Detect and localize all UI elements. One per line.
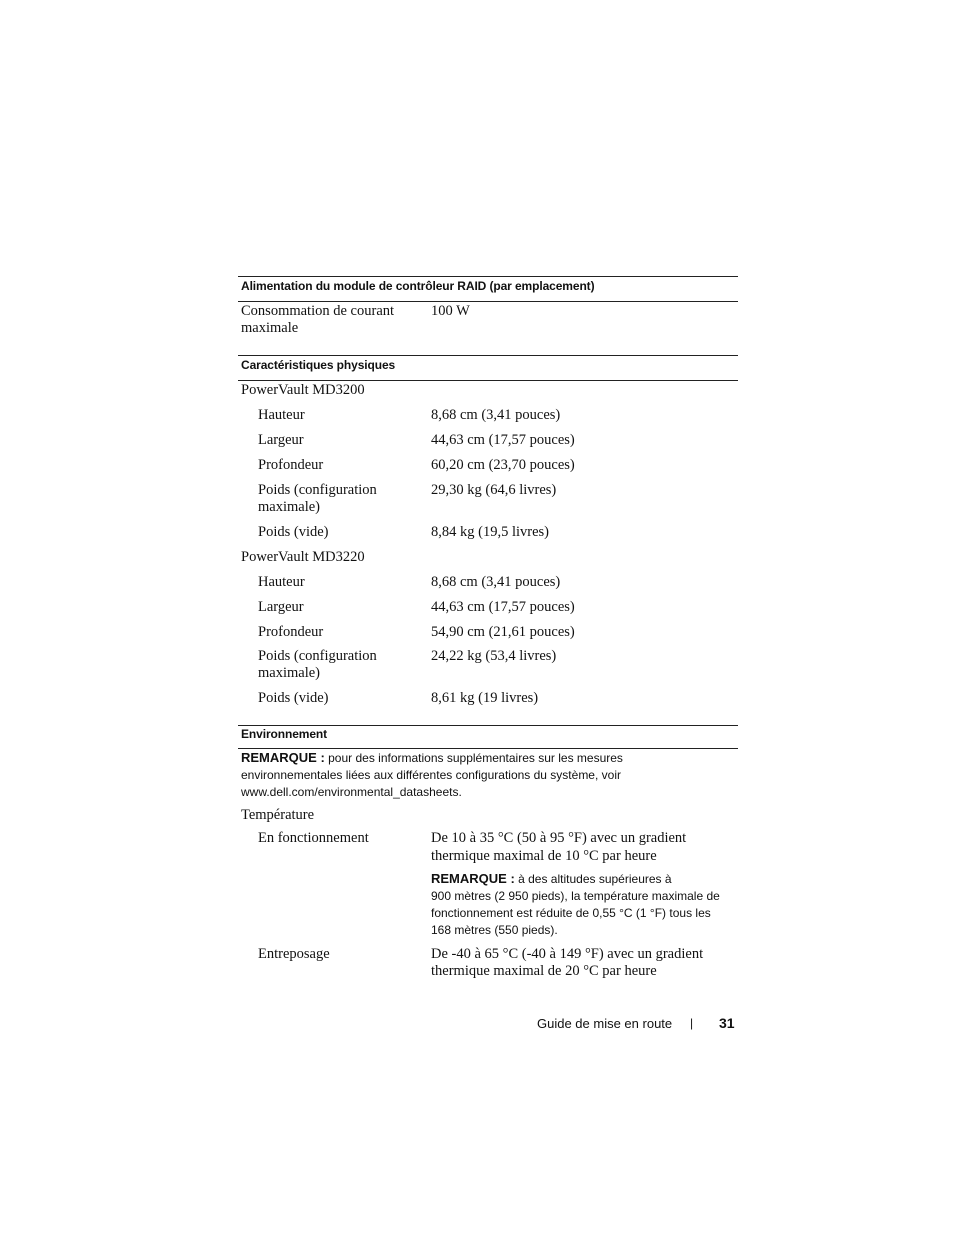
md3220-weight-max-value: 24,22 kg (53,4 livres) (431, 648, 557, 664)
md3200-depth-label: Profondeur (258, 457, 324, 473)
md3220-height-label: Hauteur (258, 574, 305, 590)
md3220-depth-value: 54,90 cm (21,61 pouces) (431, 624, 575, 640)
page-number: 31 (719, 1015, 735, 1031)
operating-label: En fonctionnement (258, 830, 369, 846)
model-md3200-name: PowerVault MD3200 (241, 382, 365, 398)
note-end: . (458, 785, 462, 799)
md3200-weight-max-value: 29,30 kg (64,6 livres) (431, 482, 557, 498)
environment-note-line1 (241, 749, 738, 767)
altitude-note-line1 (431, 870, 738, 888)
rule-top-power (238, 276, 738, 277)
power-label-line2: maximale (241, 320, 299, 336)
datasheets-link[interactable]: www.dell.com/environmental_datasheets (241, 785, 459, 799)
md3220-weight-max-label-line2: maximale) (258, 665, 321, 681)
operating-value-line1: De 10 à 35 °C (50 à 95 °F) avec un gradient (431, 830, 687, 846)
altitude-note-line3: fonctionnement est réduite de 0,55 °C (1 °F) tous les (431, 906, 711, 920)
altitude-note (431, 870, 738, 939)
storage-value-line1: De -40 à 65 °C (-40 à 149 °F) avec un gradient (431, 946, 704, 962)
md3220-weight-max-label-line1: Poids (configuration (258, 648, 377, 664)
altitude-note-label: REMARQUE : (431, 871, 515, 886)
rule-top-environment (238, 725, 738, 726)
altitude-note-line2: 900 mètres (2 950 pieds), la température maximale de (431, 889, 720, 903)
note-label: REMARQUE : (241, 750, 325, 765)
md3220-depth-label: Profondeur (258, 624, 324, 640)
altitude-note-line4: 168 mètres (550 pieds). (431, 923, 558, 937)
rule-under-power-title (238, 301, 738, 302)
altitude-note-text-1: à des altitudes supérieures à (514, 872, 672, 886)
environment-note (241, 749, 738, 801)
md3200-weight-max-label-line2: maximale) (258, 499, 321, 515)
storage-label: Entreposage (258, 946, 330, 962)
environment-note-line3 (241, 784, 738, 801)
md3220-width-label: Largeur (258, 599, 304, 615)
power-label-line1: Consommation de courant (241, 303, 395, 319)
section-title-physical: Caractéristiques physiques (241, 358, 396, 372)
md3200-weight-empty-label: Poids (vide) (258, 524, 329, 540)
md3200-height-label: Hauteur (258, 407, 305, 423)
md3200-weight-max-label-line1: Poids (configuration (258, 482, 377, 498)
md3200-depth-value: 60,20 cm (23,70 pouces) (431, 457, 575, 473)
md3220-height-value: 8,68 cm (3,41 pouces) (431, 574, 561, 590)
model-md3220-name: PowerVault MD3220 (241, 549, 365, 565)
md3220-width-value: 44,63 cm (17,57 pouces) (431, 599, 575, 615)
section-title-power: Alimentation du module de contrôleur RAID (par emplacement) (241, 279, 595, 293)
operating-value-line2: thermique maximal de 10 °C par heure (431, 848, 657, 864)
power-value: 100 W (431, 303, 470, 319)
environment-note-line2: environnementales liées aux différentes configurations du système, voir (241, 768, 621, 782)
temperature-label: Température (241, 807, 315, 823)
storage-value-line2: thermique maximal de 20 °C par heure (431, 963, 657, 979)
md3200-width-value: 44,63 cm (17,57 pouces) (431, 432, 575, 448)
md3200-weight-empty-value: 8,84 kg (19,5 livres) (431, 524, 549, 540)
md3220-weight-empty-label: Poids (vide) (258, 690, 329, 706)
section-title-environment: Environnement (241, 727, 328, 741)
rule-top-physical (238, 355, 738, 356)
md3200-height-value: 8,68 cm (3,41 pouces) (431, 407, 561, 423)
note-text-1: pour des informations supplémentaires sur les mesures (324, 751, 623, 765)
md3220-weight-empty-value: 8,61 kg (19 livres) (431, 690, 539, 706)
footer-separator: | (690, 1016, 694, 1030)
md3200-width-label: Largeur (258, 432, 304, 448)
footer-guide-title: Guide de mise en route (537, 1016, 673, 1031)
rule-under-physical-title (238, 380, 738, 381)
